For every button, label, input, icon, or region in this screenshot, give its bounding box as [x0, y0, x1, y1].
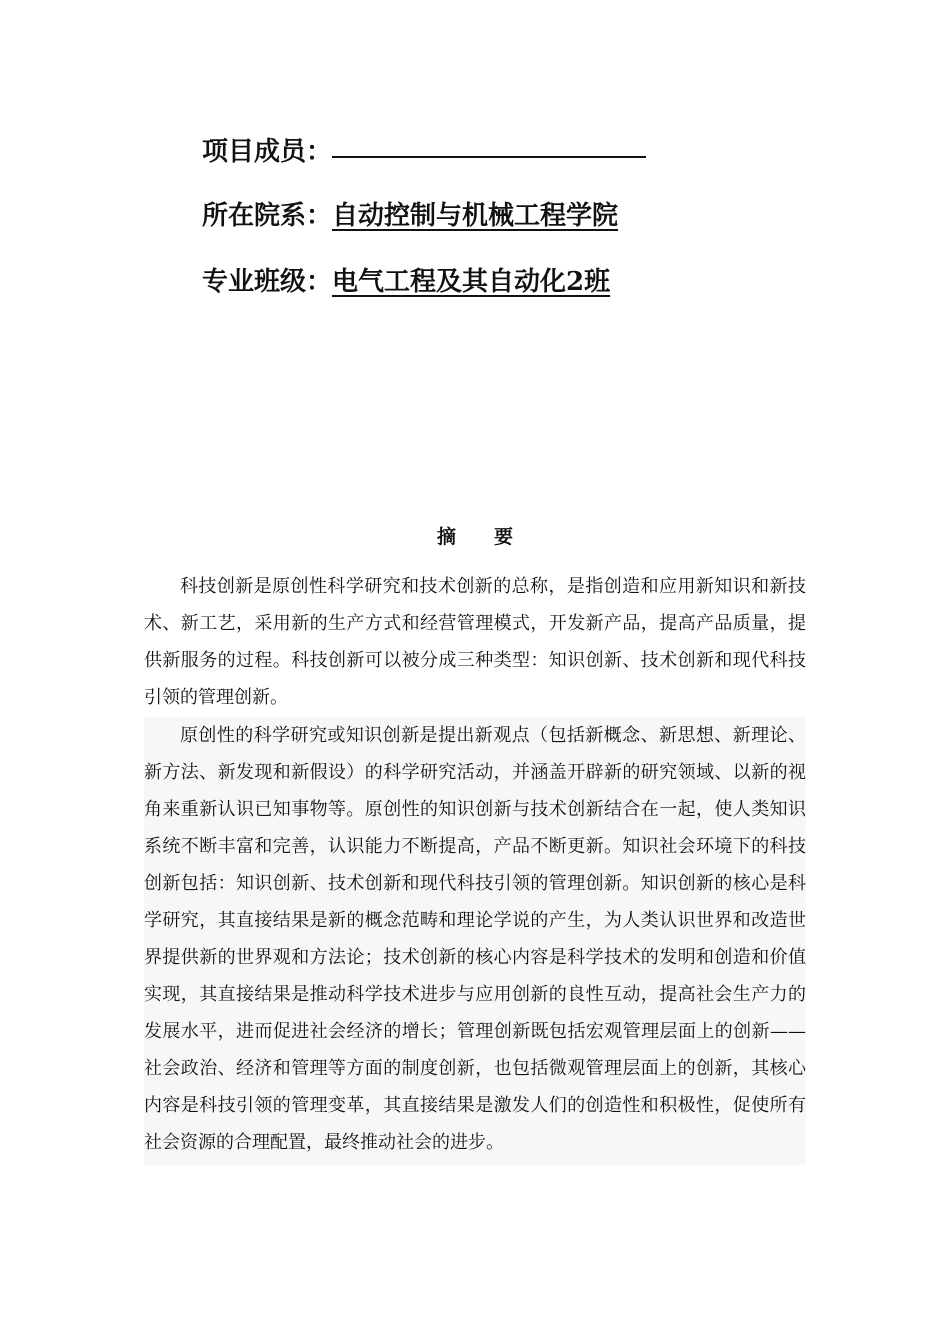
department-value: 自动控制与机械工程学院	[332, 201, 619, 231]
class-value: 电气工程及其自动化2班	[332, 267, 611, 297]
abstract-title: 摘要	[436, 526, 551, 548]
project-info-block	[202, 128, 722, 326]
abstract-paragraph-1: 科技创新是原创性科学研究和技术创新的总称，是指创造和应用新知识和新技术、新工艺，采用新的生产方式和经营管理模式，开发新产品，提高产品质量，提供新服务的过程。科技创新可以被分成三种类型：知识创新、技术创新和现代科技引领的管理创新。	[144, 576, 806, 708]
members-row	[202, 128, 722, 172]
class-row	[202, 260, 722, 304]
department-row	[202, 194, 722, 238]
members-value	[332, 126, 646, 158]
class-label: 专业班级：	[202, 267, 333, 297]
abstract-paragraph-2: 原创性的科学研究或知识创新是提出新观点（包括新概念、新思想、新理论、新方法、新发现和新假设）的科学研究活动，并涵盖开辟新的研究领域、以新的视角来重新认识已知事物等。原创性的知识创新与技术创新结合在一起，使人类知识系统不断丰富和完善，认识能力不断提高，产品不断更新。知识社会环境下的科技创新包括：知识创新、技术创新和现代科技引领的管理创新。知识创新的核心是科学研究，其直接结果是新的概念范畴和理论学说的产生，为人类认识世界和改造世界提供新的世界观和方法论；技术创新的核心内容是科学技术的发明和创造和价值实现，其直接结果是推动科学技术进步与应用创新的良性互动，提高社会生产力的发展水平，进而促进社会经济的增长；管理创新既包括宏观管理层面上的创新——社会政治、经济和管理等方面的制度创新，也包括微观管理层面上的创新，其核心内容是科技引领的管理变革，其直接结果是激发人们的创造性和积极性，促使所有社会资源的合理配置，最终推动社会的进步。	[144, 717, 806, 1165]
department-label: 所在院系：	[202, 201, 333, 231]
members-label: 项目成员：	[202, 137, 333, 167]
